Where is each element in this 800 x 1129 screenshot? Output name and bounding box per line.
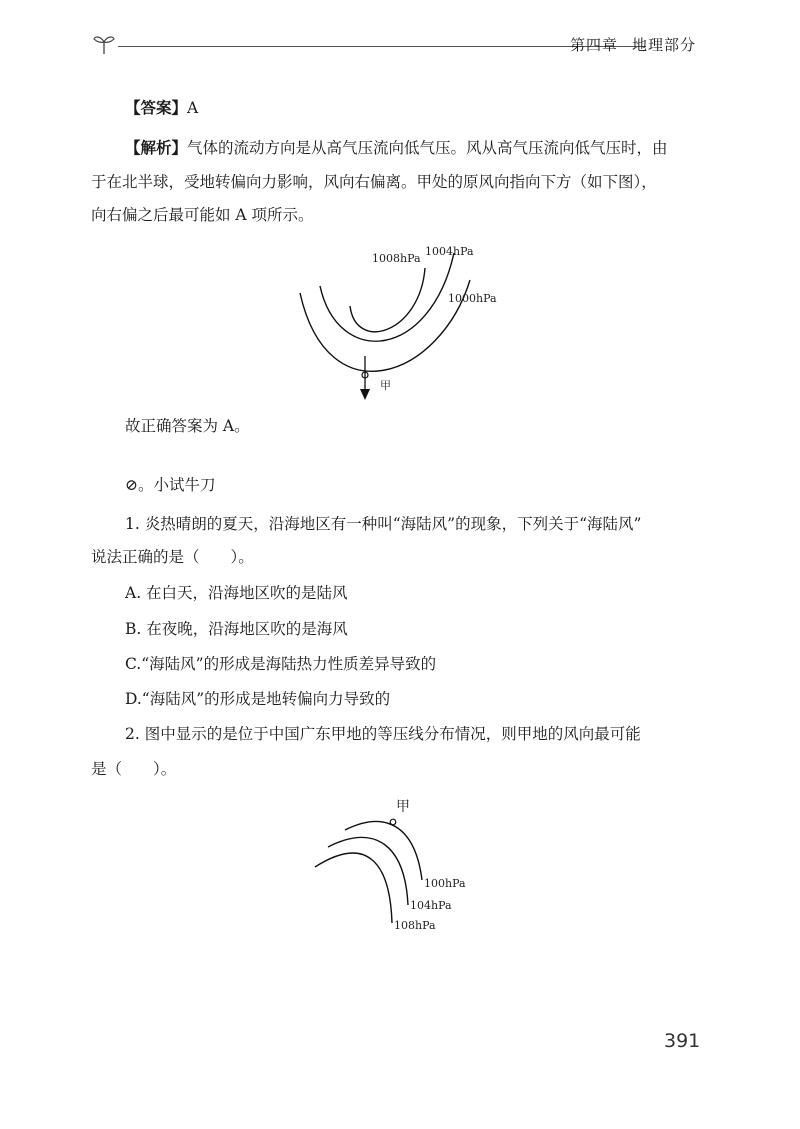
label-1000hpa: 1000hPa [448,292,497,305]
question1-option-d: D.“海陆风”的形成是地转偏向力导致的 [125,690,391,708]
question1-line-2: 说法正确的是（ ）。 [91,548,254,566]
page-number: 391 [664,1030,701,1052]
analysis-line-1 [125,138,668,158]
isobar-diagram-1 [290,238,520,408]
label-jia-1: 甲 [380,379,391,392]
answer-label: 【答案】 [125,98,188,117]
isobar-104 [328,837,408,905]
label-1008hpa: 1008hPa [372,252,421,265]
answer-value: A [187,99,199,117]
sprout-icon [92,32,116,56]
label-1004hpa: 1004hPa [425,245,474,258]
header-title [570,34,696,55]
isobar-1008 [350,268,425,332]
label-jia-2: 甲 [396,799,410,815]
isobar-100 [345,822,422,880]
header-section: 地理部分 [631,36,696,54]
question1-option-a: A. 在白天，沿海地区吹的是陆风 [125,584,348,602]
practice-heading [125,475,216,495]
page-header [92,32,704,60]
isobar-1004 [320,253,454,341]
question1-option-b: B. 在夜晚，沿海地区吹的是海风 [125,620,348,638]
header-rule [118,46,646,47]
analysis-text-1: 气体的流动方向是从高气压流向低气压。风从高气压流向低气压时，由 [187,139,668,157]
analysis-label: 【解析】 [125,138,188,157]
question1-line-1: 1. 炎热晴朗的夏天，沿海地区有一种叫“海陆风”的现象，下列关于“海陆风” [125,515,642,533]
label-100hpa: 100hPa [424,877,466,890]
isobar-diagram-2 [310,795,490,940]
question2-line-1: 2. 图中显示的是位于中国广东甲地的等压线分布情况，则甲地的风向最可能 [125,725,641,743]
analysis-line-2: 于在北半球，受地转偏向力影响，风向右偏离。甲处的原风向指向下方（如下图）， [91,173,657,191]
header-chapter: 第四章 [569,36,618,54]
conclusion-line: 故正确答案为 A。 [125,417,250,435]
question1-option-c: C.“海陆风”的形成是海陆热力性质差异导致的 [125,655,437,673]
question2-line-2: 是（ ）。 [91,760,177,778]
isobar-1000 [300,280,470,371]
point-jia-marker-2 [390,819,396,825]
analysis-line-3: 向右偏之后最可能如 A 项所示。 [91,206,314,224]
answer-line [125,98,198,118]
wind-arrow-head [360,389,370,400]
practice-icon: ⊘。 [125,476,154,494]
label-104hpa: 104hPa [410,899,452,912]
label-108hpa: 108hPa [394,919,436,932]
practice-title: 小试牛刀 [153,476,216,494]
isobar-108 [315,853,392,923]
